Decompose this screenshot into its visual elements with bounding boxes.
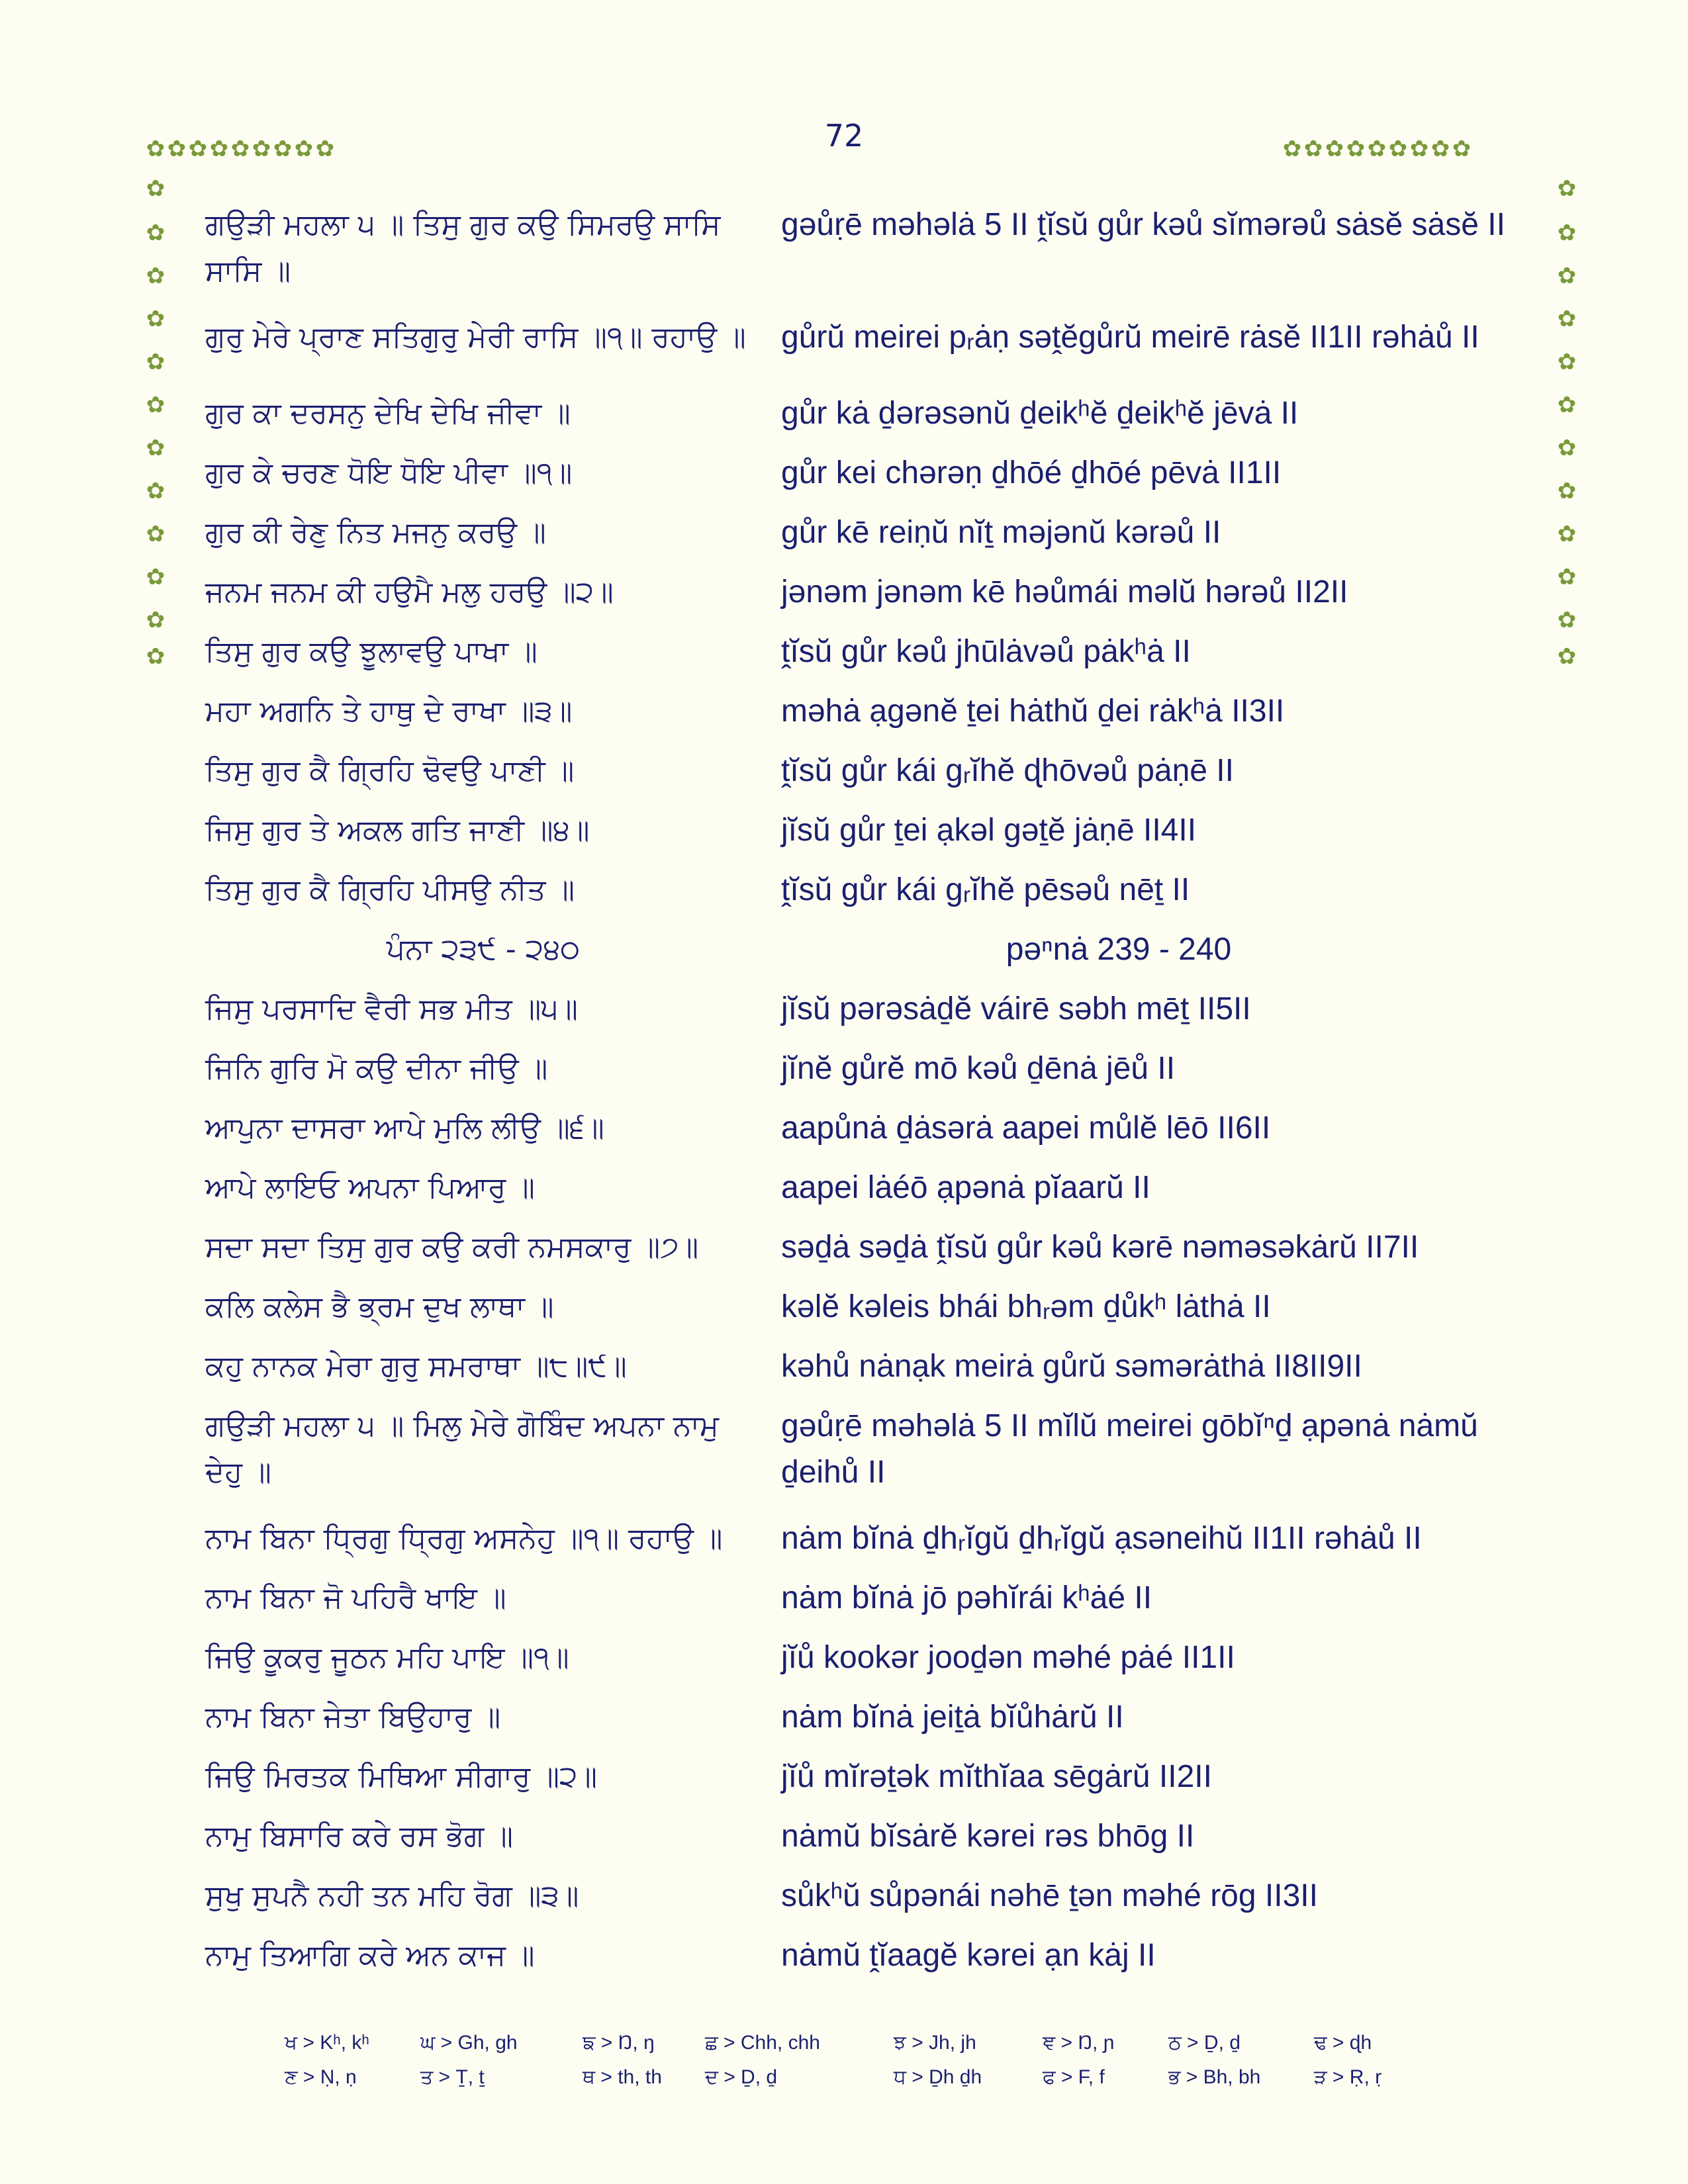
transliteration-text: gůr kē reiṇŭ nĭṯ məjənŭ kərəů II (781, 515, 1221, 550)
legend-entry: ਢ > ɖh (1314, 2032, 1372, 2054)
flower-ornament-icon: ✿ (188, 136, 208, 162)
legend-entry: ਭ > Bh, bh (1168, 2066, 1261, 2088)
flower-ornament-icon: ✿ (167, 136, 187, 162)
gurmukhi-text: ਜਨਮ ਜਨਮ ਕੀ ਹਉਮੈ ਮਲੁ ਹਰਉ ॥੨॥ (205, 575, 614, 609)
flower-ornament-icon: ✿ (1557, 564, 1577, 590)
transliteration-text: pəⁿnȧ 239 - 240 (1006, 932, 1232, 967)
legend-entry: ਞ > Ŋ, ɲ (1043, 2032, 1115, 2054)
flower-ornament-icon: ✿ (230, 136, 250, 162)
flower-ornament-icon: ✿ (1303, 136, 1323, 162)
gurmukhi-text: ਆਪੁਨਾ ਦਾਸਰਾ ਆਪੇ ਮੁਲਿ ਲੀਉ ॥੬॥ (205, 1111, 604, 1145)
page-number: 72 (824, 118, 864, 154)
gurmukhi-text: ਨਾਮੁ ਬਿਸਾਰਿ ਕਰੇ ਰਸ ਭੋਗ ॥ (205, 1819, 514, 1853)
gurmukhi-text: ਨਾਮੁ ਤਿਆਗਿ ਕਰੇ ਅਨ ਕਾਜ ॥ (205, 1938, 535, 1972)
transliteration-text: ṱĭsŭ gůr kəů jhūlȧvəů pȧkʰȧ II (781, 634, 1191, 669)
flower-ornament-icon: ✿ (1409, 136, 1429, 162)
gurmukhi-text: ਜਿਉ ਕੂਕਰੁ ਜੂਠਨ ਮਹਿ ਪਾਇ ॥੧॥ (205, 1641, 569, 1674)
gurmukhi-text: ਮਹਾ ਅਗਨਿ ਤੇ ਹਾਥੁ ਦੇ ਰਾਖਾ ॥੩॥ (205, 694, 573, 728)
flower-ornament-icon: ✿ (146, 175, 165, 202)
gurmukhi-text: ਗਉੜੀ ਮਹਲਾ ੫ ॥ ਤਿਸੁ ਗੁਰ ਕਉ ਸਿਮਰਉ ਸਾਸਿ ਸਾਸਿ ॥ (205, 208, 721, 288)
legend-entry: ਥ > th, th (583, 2066, 662, 2088)
flower-ornament-icon: ✿ (146, 306, 165, 332)
gurmukhi-text: ਤਿਸੁ ਗੁਰ ਕੈ ਗ੍ਰਿਹਿ ਢੋਵਉ ਪਾਣੀ ॥ (205, 754, 575, 788)
gurmukhi-text: ਜਿਨਿ ਗੁਰਿ ਮੋ ਕਉ ਦੀਨਾ ਜੀਉ ॥ (205, 1052, 548, 1085)
legend-entry: ਤ > Ṯ, ṯ (420, 2066, 485, 2088)
transliteration-text: jĭů kookər jooḏən məhé pȧé II1II (781, 1640, 1235, 1675)
gurmukhi-text: ਨਾਮ ਬਿਨਾ ਜੋ ਪਹਿਰੈ ਖਾਇ ॥ (205, 1581, 506, 1615)
transliteration-text: jĭů mĭrəṯək mĭthĭaa sēgȧrŭ II2II (781, 1759, 1212, 1794)
flower-ornament-icon: ✿ (1367, 136, 1387, 162)
flower-ornament-icon: ✿ (1346, 136, 1366, 162)
legend-entry: ਦ > Ḏ, ḏ (705, 2066, 778, 2088)
gurmukhi-text: ਗਉੜੀ ਮਹਲਾ ੫ ॥ ਮਿਲੁ ਮੇਰੇ ਗੋਬਿੰਦ ਅਪਨਾ ਨਾਮੁ ਦੇਹੁ ॥ (205, 1409, 719, 1489)
gurmukhi-text: ਸਦਾ ਸਦਾ ਤਿਸੁ ਗੁਰ ਕਉ ਕਰੀ ਨਮਸਕਾਰੁ ॥੭॥ (205, 1230, 699, 1264)
flower-ornament-icon: ✿ (1557, 175, 1577, 202)
gurmukhi-text: ਨਾਮ ਬਿਨਾ ਜੇਤਾ ਬਿਉਹਾਰੁ ॥ (205, 1700, 501, 1734)
flower-ornament-icon: ✿ (1325, 136, 1344, 162)
transliteration-text: kəlĕ kəleis bhái bhᵣəm ḏůkʰ lȧthȧ II (781, 1289, 1271, 1324)
transliteration-text: gəůṛē məhəlȧ 5 II ṱĭsŭ gůr kəů sĭmərəů sȧsĕ sȧsĕ II (781, 207, 1505, 242)
flower-ornament-icon: ✿ (209, 136, 229, 162)
flower-ornament-icon: ✿ (146, 521, 165, 547)
transliteration-text: nȧmŭ ṱĭaagĕ kərei ạn kȧj II (781, 1938, 1156, 1973)
gurmukhi-text: ਤਿਸੁ ਗੁਰ ਕੈ ਗ੍ਰਿਹਿ ਪੀਸਉ ਨੀਤ ॥ (205, 873, 575, 907)
transliteration-text: ṱĭsŭ gůr kái gᵣĭhĕ pēsəů nēṯ II (781, 872, 1190, 907)
transliteration-text: məhȧ ạgənĕ ṯei hȧthŭ ḏei rȧkʰȧ II3II (781, 694, 1285, 729)
legend-entry: ੜ > Ṛ, ṛ (1314, 2066, 1382, 2088)
transliteration-text: jĭnĕ gůrĕ mō kəů ḏēnȧ jēů II (781, 1051, 1176, 1086)
gurmukhi-text: ਜਿਉ ਮਿਰਤਕ ਮਿਥਿਆ ਸੀਗਾਰੁ ॥੨॥ (205, 1760, 597, 1794)
legend-entry: ਛ > Chh, chh (705, 2032, 820, 2054)
flower-ornament-icon: ✿ (1388, 136, 1408, 162)
flower-ornament-icon: ✿ (146, 136, 165, 162)
transliteration-text: gůr kȧ ḏərəsənŭ ḏeikʰĕ ḏeikʰĕ jēvȧ II (781, 396, 1299, 431)
legend-entry: ਠ > Ḏ, ḏ (1168, 2032, 1241, 2054)
flower-ornament-icon: ✿ (146, 349, 165, 375)
transliteration-text: səḏȧ səḏȧ ṱĭsŭ gůr kəů kərē nəməsəkȧrŭ II7II (781, 1230, 1419, 1265)
flower-ornament-icon: ✿ (273, 136, 293, 162)
flower-ornament-icon: ✿ (1557, 643, 1577, 670)
flower-ornament-icon: ✿ (294, 136, 314, 162)
flower-ornament-icon: ✿ (1557, 478, 1577, 504)
legend-entry: ਧ > Ḏh ḏh (894, 2066, 982, 2088)
gurmukhi-text: ਆਪੇ ਲਾਇਓ ਅਪਨਾ ਪਿਆਰੁ ॥ (205, 1171, 535, 1205)
flower-ornament-icon: ✿ (1557, 521, 1577, 547)
transliteration-text: ṱĭsŭ gůr kái gᵣĭhĕ ɖhōvəů pȧṇē II (781, 753, 1234, 788)
legend-entry: ਖ > Kʰ, kʰ (285, 2032, 369, 2054)
transliteration-text: gůrŭ meirei pᵣȧṇ səṱĕgůrŭ meirē rȧsĕ II1II rəhȧů II (781, 320, 1479, 355)
legend-entry: ਝ > Jh, jh (894, 2032, 976, 2054)
flower-ornament-icon: ✿ (146, 564, 165, 590)
transliteration-text: jĭsŭ pərəsȧḏĕ váirē səbh mēṯ II5II (781, 991, 1251, 1026)
flower-ornament-icon: ✿ (1430, 136, 1450, 162)
flower-ornament-icon: ✿ (146, 435, 165, 461)
flower-ornament-icon: ✿ (1282, 136, 1302, 162)
flower-ornament-icon: ✿ (1557, 306, 1577, 332)
flower-ornament-icon: ✿ (1557, 435, 1577, 461)
gurmukhi-text: ਕਹੁ ਨਾਨਕ ਮੇਰਾ ਗੁਰੁ ਸਮਰਾਥਾ ॥੮॥੯॥ (205, 1349, 627, 1383)
flower-ornament-icon: ✿ (146, 643, 165, 670)
flower-ornament-icon: ✿ (1557, 607, 1577, 633)
flower-ornament-icon: ✿ (1557, 349, 1577, 375)
transliteration-text: gəůṛē məhəlȧ 5 II mĭlŭ meirei gōbĭⁿḏ ạpənȧ nȧmŭ ḏeihů II (781, 1408, 1478, 1490)
gurmukhi-text: ਗੁਰ ਕੀ ਰੇਣੁ ਨਿਤ ਮਜਨੁ ਕਰਉ ॥ (205, 516, 546, 549)
transliteration-text: nȧm bĭnȧ jō pəhĭrái kʰȧé II (781, 1580, 1152, 1615)
gurmukhi-text: ਜਿਸੁ ਪਰਸਾਦਿ ਵੈਰੀ ਸਭ ਮੀਤ ॥੫॥ (205, 992, 578, 1026)
flower-ornament-icon: ✿ (1557, 392, 1577, 418)
transliteration-text: aapůnȧ ḏȧsərȧ aapei můlĕ lēō II6II (781, 1111, 1271, 1146)
transliteration-text: nȧmŭ bĭsȧrĕ kərei rəs bhōg II (781, 1819, 1195, 1854)
legend-entry: ਣ > Ṇ, ṇ (285, 2066, 357, 2088)
flower-ornament-icon: ✿ (146, 220, 165, 246)
transliteration-text: nȧm bĭnȧ jeiṯȧ bĭůhȧrŭ II (781, 1700, 1124, 1735)
flower-ornament-icon: ✿ (146, 607, 165, 633)
flower-ornament-icon: ✿ (1557, 220, 1577, 246)
transliteration-text: aapei lȧéō ạpənȧ pĭaarŭ II (781, 1170, 1150, 1205)
flower-ornament-icon: ✿ (1452, 136, 1472, 162)
flower-ornament-icon: ✿ (146, 392, 165, 418)
gurmukhi-text: ਗੁਰੁ ਮੇਰੇ ਪ੍ਰਾਣ ਸਤਿਗੁਰੁ ਮੇਰੀ ਰਾਸਿ ॥੧॥ ਰਹਾਉ ॥ (205, 320, 746, 354)
flower-ornament-icon: ✿ (252, 136, 271, 162)
gurmukhi-text: ਜਿਸੁ ਗੁਰ ਤੇ ਅਕਲ ਗਤਿ ਜਾਣੀ ॥੪॥ (205, 813, 590, 847)
transliteration-text: jĭsŭ gůr ṯei ạkəl gəṯĕ jȧṇē II4II (781, 813, 1197, 848)
flower-ornament-icon: ✿ (146, 263, 165, 289)
gurmukhi-text: ਤਿਸੁ ਗੁਰ ਕਉ ਝੂਲਾਵਉ ਪਾਖਾ ॥ (205, 635, 538, 668)
transliteration-text: gůr kei chərəṇ ḏhōé ḏhōé pēvȧ II1II (781, 455, 1282, 490)
transliteration-text: sůkʰŭ sůpənái nəhē ṯən məhé rōg II3II (781, 1878, 1318, 1913)
flower-ornament-icon: ✿ (146, 478, 165, 504)
legend-entry: ਙ > Ŋ, ŋ (583, 2032, 655, 2054)
flower-ornament-icon: ✿ (315, 136, 335, 162)
transliteration-text: kəhů nȧnạk meirȧ gůrŭ səmərȧthȧ II8II9II (781, 1349, 1362, 1384)
gurmukhi-text: ਨਾਮ ਬਿਨਾ ਧ੍ਰਿਗੁ ਧ੍ਰਿਗੁ ਅਸਨੇਹੁ ॥੧॥ ਰਹਾਉ ॥ (205, 1522, 723, 1555)
transliteration-text: nȧm bĭnȧ ḏhᵣĭgŭ ḏhᵣĭgŭ ạsəneihŭ II1II rəhȧů II (781, 1521, 1422, 1556)
flower-ornament-icon: ✿ (1557, 263, 1577, 289)
legend-entry: ਘ > Gh, gh (420, 2032, 518, 2054)
legend-entry: ਫ > F, f (1043, 2066, 1105, 2088)
gurmukhi-text: ਗੁਰ ਕਾ ਦਰਸਨੁ ਦੇਖਿ ਦੇਖਿ ਜੀਵਾ ॥ (205, 396, 571, 430)
gurmukhi-text: ਗੁਰ ਕੇ ਚਰਣ ਧੋਇ ਧੋਇ ਪੀਵਾ ॥੧॥ (205, 456, 573, 490)
gurmukhi-text: ਕਲਿ ਕਲੇਸ ਭੈ ਭ੍ਰਮ ਦੁਖ ਲਾਥਾ ॥ (205, 1290, 554, 1324)
gurmukhi-text: ਸੁਖੁ ਸੁਪਨੈ ਨਹੀ ਤਨ ਮਹਿ ਰੋਗ ॥੩॥ (205, 1879, 579, 1913)
gurmukhi-text: ਪੰਨਾ ੨੩੯ - ੨੪੦ (386, 933, 581, 966)
transliteration-text: jənəm jənəm kē həůmái məlŭ hərəů II2II (781, 574, 1348, 610)
